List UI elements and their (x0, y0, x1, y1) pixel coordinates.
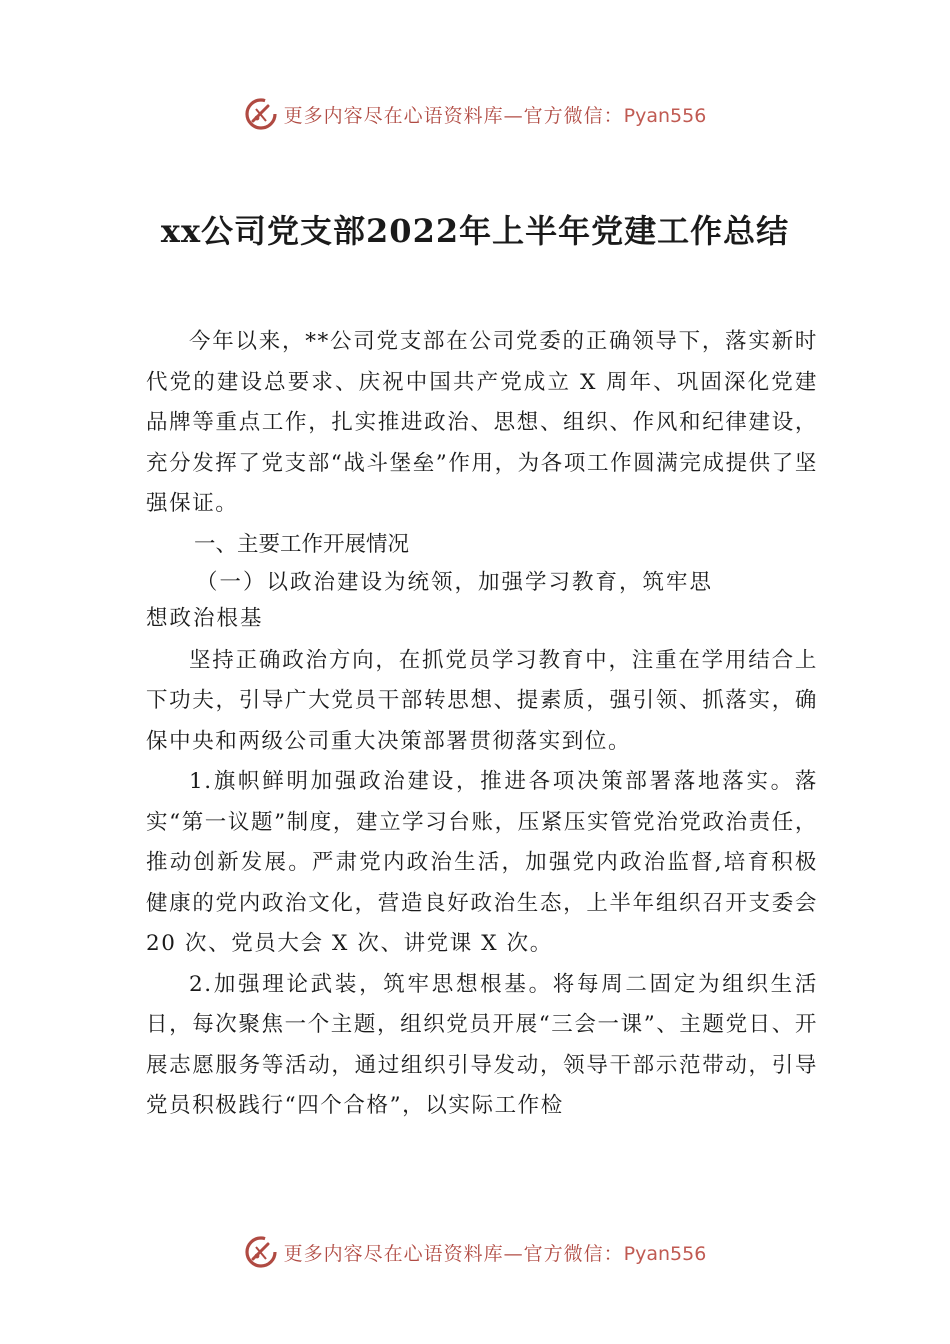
footer-banner (0, 1232, 950, 1272)
wechat-id: Pyan556 (623, 104, 707, 127)
subsection-paragraph: 坚持正确政治方向，在抓党员学习教育中，注重在学用结合上下功夫，引导广大党员干部转思想、提素质，强引领、抓落实，确保中央和两级公司重大决策部署贯彻落实到位。 (146, 647, 818, 754)
intro-paragraph: 今年以来，**公司党支部在公司党委的正确领导下，落实新时代党的建设总要求、庆祝中国共产党成立 X 周年、巩固深化党建品牌等重点工作，扎实推进政治、思想、组织、作风和纪律建设，充分发挥了党支部“战斗堡垒”作用，为各项工作圆满完成提供了坚强保证。 (146, 329, 818, 516)
document-title: xx公司党支部2022年上半年党建工作总结 (160, 212, 790, 250)
section-heading: 一、主要工作开展情况 (194, 531, 410, 557)
brush-seal-logo-icon (244, 97, 278, 131)
banner-text: 更多内容尽在心语资料库—官方微信：Pyan556 (283, 104, 707, 127)
brush-seal-logo-icon (244, 1235, 278, 1269)
subsection-heading-line1: （一）以政治建设为统领，加强学习教育，筑牢思 (196, 569, 714, 595)
document-body (146, 322, 818, 1127)
wechat-id: Pyan556 (623, 1242, 707, 1265)
item-1-paragraph: 1.旗帜鲜明加强政治建设，推进各项决策部署落地落实。落实“第一议题”制度，建立学习台账，压紧压实管党治党政治责任，推动创新发展。严肃党内政治生活，加强党内政治监督,培育积极健康的党内政治文化，营造良好政治生态，上半年组织召开支委会 20 次、党员大会 X 次、讲党课 X 次。 (146, 769, 818, 956)
subsection-heading (146, 565, 818, 637)
header-banner (0, 94, 950, 134)
banner-text: 更多内容尽在心语资料库—官方微信：Pyan556 (283, 1242, 707, 1265)
subsection-heading-line2: 想政治根基 (146, 605, 264, 631)
item-2-paragraph: 2.加强理论武装，筑牢思想根基。将每周二固定为组织生活日，每次聚焦一个主题，组织党员开展“三会一课”、主题党日、开展志愿服务等活动，通过组织引导发动，领导干部示范带动，引导党员积极践行“四个合格”，以实际工作检 (146, 971, 818, 1118)
